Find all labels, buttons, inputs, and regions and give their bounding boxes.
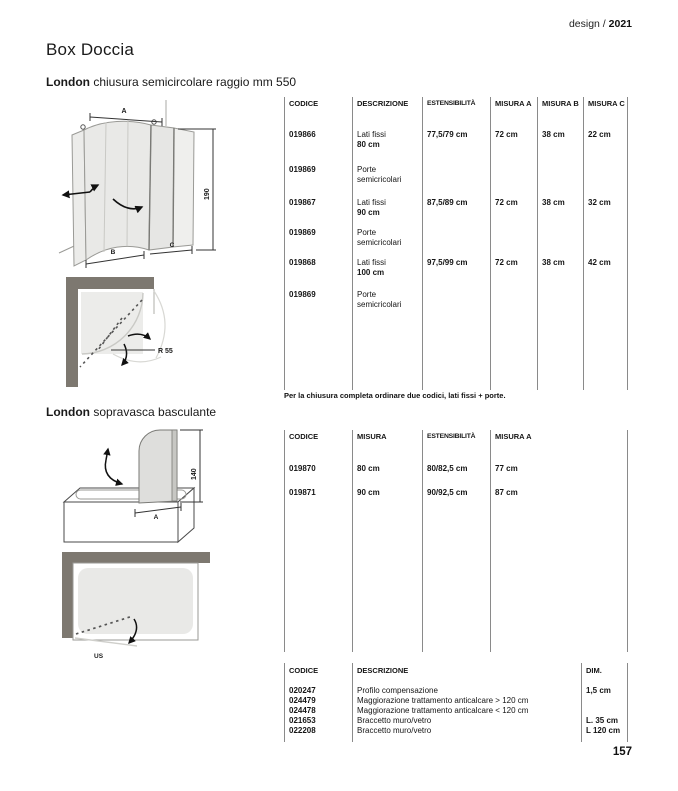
cell-misura-b: 38 cm	[542, 258, 565, 267]
cell-misura-a	[490, 163, 537, 196]
diagram-semicircular-enclosure-plan	[56, 270, 261, 398]
cell-code: 019868	[289, 258, 316, 267]
desc-line1: Lati fissi	[357, 130, 386, 139]
diagram-bathtub-screen-elevation	[56, 424, 261, 548]
section1-subtitle: chiusura semicircolare raggio mm 550	[93, 75, 297, 89]
cell-desc	[352, 288, 422, 390]
table-semicircular	[284, 97, 628, 390]
table-accessories	[284, 663, 628, 742]
dim-label-140: 140	[191, 468, 198, 480]
table-rule	[627, 663, 628, 742]
section2-subtitle: sopravasca basculante	[93, 405, 217, 419]
table-rule	[581, 663, 582, 742]
radius-label: R 55	[158, 348, 173, 355]
dim-label-c: C	[169, 242, 175, 249]
cell-misura-a: 72 cm	[495, 258, 518, 267]
cell-desc: Maggiorazione trattamento anticalcare < 120 cm	[357, 706, 529, 715]
cell-desc	[352, 128, 422, 163]
column-header: CODICE	[289, 666, 319, 675]
desc-line2: semicricolari	[357, 238, 402, 247]
cell-est	[422, 226, 490, 256]
cell-misura-c: 42 cm	[588, 258, 611, 267]
cell-desc: Braccetto muro/vetro	[357, 726, 432, 735]
desc-line1: Lati fissi	[357, 258, 386, 267]
column-header: MISURA A	[495, 99, 532, 108]
column-header: CODICE	[289, 99, 319, 108]
cell-est	[422, 288, 490, 390]
cell-misura-a: 72 cm	[495, 130, 518, 139]
cell-code: 024479	[289, 696, 316, 705]
cell-code: 024478	[289, 706, 316, 715]
cell-code: 019869	[289, 290, 316, 299]
dim-label-a2: A	[153, 514, 159, 521]
cell-code: 019867	[289, 198, 316, 207]
swing-arrow-icon	[106, 449, 108, 460]
column-header: MISURA A	[495, 432, 532, 441]
column-header: MISURA	[357, 432, 387, 441]
hinge-knob-icon	[81, 125, 85, 129]
table-rule	[422, 430, 423, 652]
cell-code: 019866	[289, 130, 316, 139]
cell-code: 022208	[289, 726, 316, 735]
cell-misura-b: 38 cm	[542, 130, 565, 139]
edition-year: 2021	[608, 18, 632, 30]
cell-misura-b: 38 cm	[542, 198, 565, 207]
edition-header	[569, 18, 632, 30]
cell-dim: L 120 cm	[586, 726, 621, 735]
cell-misura: 80 cm	[357, 464, 380, 473]
table1-footnote: Per la chiusura completa ordinare due codici, lati fissi + porte.	[284, 391, 506, 400]
section-heading-1	[46, 75, 296, 89]
cell-misura-c	[583, 163, 628, 196]
section-heading-2	[46, 405, 216, 419]
table-rule	[284, 430, 285, 652]
swing-arrow-icon	[105, 460, 122, 484]
desc-line2: semicricolari	[357, 300, 402, 309]
cell-est: 90/92,5 cm	[427, 488, 468, 497]
desc-line2: 80 cm	[357, 140, 380, 149]
cell-misura-a	[490, 288, 537, 390]
cell-dim	[581, 696, 628, 706]
cell-est: 87,5/89 cm	[427, 198, 468, 207]
desc-line2: 100 cm	[357, 268, 385, 277]
cell-code: 019869	[289, 228, 316, 237]
section1-brand: London	[46, 75, 90, 89]
column-header: ESTENSIBILITÀ	[427, 433, 476, 440]
page-number: 157	[612, 746, 632, 758]
cell-misura-a: 72 cm	[495, 198, 518, 207]
cell-desc	[352, 163, 422, 196]
dim-label-190: 190	[204, 188, 211, 200]
table-rule	[627, 430, 628, 652]
cell-code: 020247	[289, 686, 316, 695]
column-header: ESTENSIBILITÀ	[427, 100, 476, 107]
cell-dim: L. 35 cm	[586, 716, 619, 725]
dim-label-a: A	[121, 108, 127, 115]
cell-misura-c	[583, 288, 628, 390]
cell-code: 021653	[289, 716, 316, 725]
cell-desc: Braccetto muro/vetro	[357, 716, 432, 725]
cell-code: 019870	[289, 464, 316, 473]
table-rule	[627, 97, 628, 390]
cell-desc: Maggiorazione trattamento anticalcare > 120 cm	[357, 696, 529, 705]
table-rule	[352, 97, 353, 390]
cell-desc: Profilo compensazione	[357, 686, 438, 695]
cell-code: 019871	[289, 488, 316, 497]
column-header: DIM.	[586, 666, 602, 675]
edition-prefix: design /	[568, 18, 606, 30]
table-sopravasca	[284, 430, 628, 652]
diagram-semicircular-enclosure-elevation	[56, 100, 261, 268]
page-title: Box Doccia	[46, 40, 134, 59]
column-header: MISURA C	[588, 99, 625, 108]
cell-dim	[581, 706, 628, 716]
cell-misura-c: 32 cm	[588, 198, 611, 207]
cell-misura-c	[583, 226, 628, 256]
cell-misura-c: 22 cm	[588, 130, 611, 139]
cell-misura-b	[537, 163, 583, 196]
column-header: DESCRIZIONE	[357, 666, 409, 675]
table-rule	[490, 430, 491, 652]
column-header: CODICE	[289, 432, 319, 441]
cell-est: 80/82,5 cm	[427, 464, 468, 473]
desc-line1: Porte	[357, 165, 377, 174]
cell-est: 97,5/99 cm	[427, 258, 468, 267]
dim-label-b: B	[110, 249, 116, 256]
table-rule	[284, 663, 285, 742]
cell-misura: 90 cm	[357, 488, 380, 497]
table-rule	[284, 97, 285, 390]
cell-desc	[352, 226, 422, 256]
desc-line1: Porte	[357, 228, 377, 237]
table-rule	[352, 430, 353, 652]
cell-misura-b	[537, 288, 583, 390]
table-rule	[422, 97, 423, 390]
column-header: DESCRIZIONE	[357, 99, 409, 108]
diagram-bathtub-screen-plan	[56, 544, 261, 662]
cell-misura-b	[537, 226, 583, 256]
desc-line2: semicricolari	[357, 175, 402, 184]
cell-est	[422, 163, 490, 196]
desc-line1: Porte	[357, 290, 377, 299]
table-rule	[537, 97, 538, 390]
cell-desc	[352, 256, 422, 288]
cell-code: 019869	[289, 165, 316, 174]
table-rule	[583, 97, 584, 390]
column-header: MISURA B	[542, 99, 579, 108]
desc-line1: Lati fissi	[357, 198, 386, 207]
table-rule	[352, 663, 353, 742]
cell-misura-a: 87 cm	[495, 488, 518, 497]
cell-desc	[352, 196, 422, 226]
table-rule	[490, 97, 491, 390]
cell-dim: 1,5 cm	[586, 686, 611, 695]
cell-misura-a	[490, 226, 537, 256]
section2-brand: London	[46, 405, 90, 419]
cell-est: 77,5/79 cm	[427, 130, 468, 139]
cell-misura-a: 77 cm	[495, 464, 518, 473]
us-label: US	[94, 653, 104, 660]
desc-line2: 90 cm	[357, 208, 380, 217]
